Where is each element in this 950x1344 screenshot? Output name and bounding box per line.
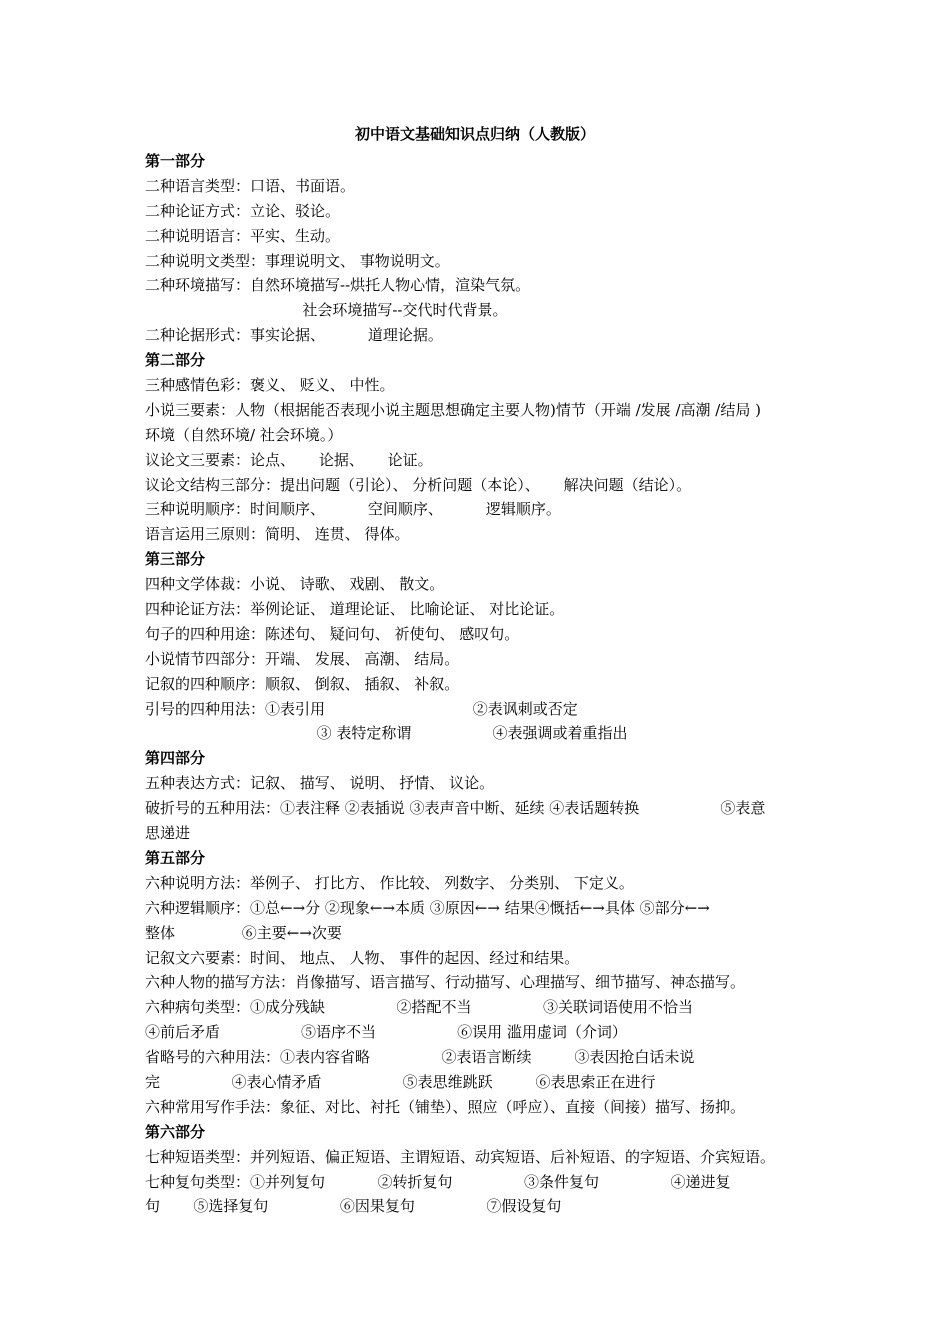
text-line: 二种环境描写：自然环境描写--烘托人物心情，渲染气氛。 bbox=[145, 276, 531, 295]
text-line: ④前后矛盾 ⑤语序不当 ⑥误用 滥用虚词（介词） bbox=[145, 1023, 627, 1042]
text-line: 省略号的六种用法：①表内容省略 ②表语言断续 ③表因抢白话未说 bbox=[145, 1048, 695, 1067]
text-line: 六种说明方法：举例子、 打比方、 作比较、 列数字、 分类别、 下定义。 bbox=[145, 873, 634, 892]
document-title: 初中语文基础知识点归纳（人教版） bbox=[354, 125, 595, 143]
section-heading: 第四部分 bbox=[145, 749, 206, 768]
text-line: 记叙文六要素：时间、 地点、 人物、 事件的起因、经过和结果。 bbox=[145, 948, 580, 967]
text-line: 二种语言类型：口语、书面语。 bbox=[145, 176, 356, 195]
text-line: ③ 表特定称谓 ④表强调或着重指出 bbox=[145, 724, 628, 743]
text-line: 思递进 bbox=[145, 824, 191, 843]
text-line: 语言运用三原则：简明、 连贯、 得体。 bbox=[145, 525, 410, 544]
text-line: 议论文三要素：论点、 论据、 论证。 bbox=[145, 450, 433, 469]
text-line: 社会环境描写--交代时代背景。 bbox=[145, 301, 508, 320]
text-line: 七种短语类型：并列短语、偏正短语、主谓短语、动宾短语、后补短语、的字短语、介宾短语。 bbox=[145, 1147, 776, 1166]
text-line: 破折号的五种用法：①表注释 ②表插说 ③表声音中断、延续 ④表话题转换 ⑤表意 bbox=[145, 799, 766, 818]
text-line: 小说情节四部分：开端、 发展、 高潮、 结局。 bbox=[145, 649, 460, 668]
document-body bbox=[145, 149, 815, 1219]
text-line: 句 ⑤选择复句 ⑥因果复句 ⑦假设复句 bbox=[145, 1197, 562, 1216]
text-line: 二种论证方式：立论、驳论。 bbox=[145, 201, 341, 220]
text-line: 四种论证方法：举例论证、 道理论证、 比喻论证、 对比论证。 bbox=[145, 600, 565, 619]
text-line: 议论文结构三部分：提出问题（引论）、 分析问题（本论）、 解决问题（结论）。 bbox=[145, 475, 692, 494]
text-line: 二种说明文类型：事理说明文、 事物说明文。 bbox=[145, 251, 450, 270]
text-line: 六种逻辑顺序：①总←→分 ②现象←→本质 ③原因←→ 结果④慨括←→具体 ⑤部分←→ bbox=[145, 898, 710, 917]
text-line: 引号的四种用法：①表引用 ②表讽刺或否定 bbox=[145, 699, 578, 718]
text-line: 六种常用写作手法：象征、对比、衬托（铺垫）、照应（呼应）、直接（间接）描写、扬抑。 bbox=[145, 1097, 746, 1116]
section-heading: 第一部分 bbox=[145, 152, 206, 170]
text-line: 完 ④表心情矛盾 ⑤表思维跳跃 ⑥表思索正在进行 bbox=[145, 1072, 656, 1091]
text-line: 二种说明语言：平实、生动。 bbox=[145, 226, 341, 245]
text-line: 三种感情色彩：褒义、 贬义、 中性。 bbox=[145, 376, 395, 395]
text-line: 句子的四种用途：陈述句、 疑问句、 祈使句、 感叹句。 bbox=[145, 624, 520, 643]
text-line: 四种文学体裁：小说、 诗歌、 戏剧、 散文。 bbox=[145, 575, 445, 594]
text-line: 整体 ⑥主要←→次要 bbox=[145, 923, 342, 942]
text-line: 三种说明顺序：时间顺序、 空间顺序、 逻辑顺序。 bbox=[145, 500, 561, 519]
section-heading: 第三部分 bbox=[145, 550, 206, 569]
section-heading: 第五部分 bbox=[145, 848, 206, 867]
text-line: 七种复句类型：①并列复句 ②转折复句 ③条件复句 ④递进复 bbox=[145, 1172, 731, 1191]
text-line: 二种论据形式：事实论据、 道理论据。 bbox=[145, 326, 443, 345]
section-heading: 第二部分 bbox=[145, 351, 206, 370]
text-line: 记叙的四种顺序：顺叙、 倒叙、 插叙、 补叙。 bbox=[145, 674, 460, 693]
section-heading: 第六部分 bbox=[145, 1122, 206, 1141]
text-line: 小说三要素：人物（根据能否表现小说主题思想确定主要人物)情节（开端 /发展 /高潮 /结局 ) bbox=[145, 400, 761, 419]
text-line: 环境（自然环境/ 社会环境。） bbox=[145, 425, 343, 444]
text-line: 五种表达方式：记叙、 描写、 说明、 抒情、 议论。 bbox=[145, 774, 495, 793]
text-line: 六种人物的描写方法：肖像描写、语言描写、行动描写、心理描写、细节描写、神态描写。 bbox=[145, 973, 746, 992]
text-line: 六种病句类型：①成分残缺 ②搭配不当 ③关联词语使用不恰当 bbox=[145, 998, 694, 1017]
